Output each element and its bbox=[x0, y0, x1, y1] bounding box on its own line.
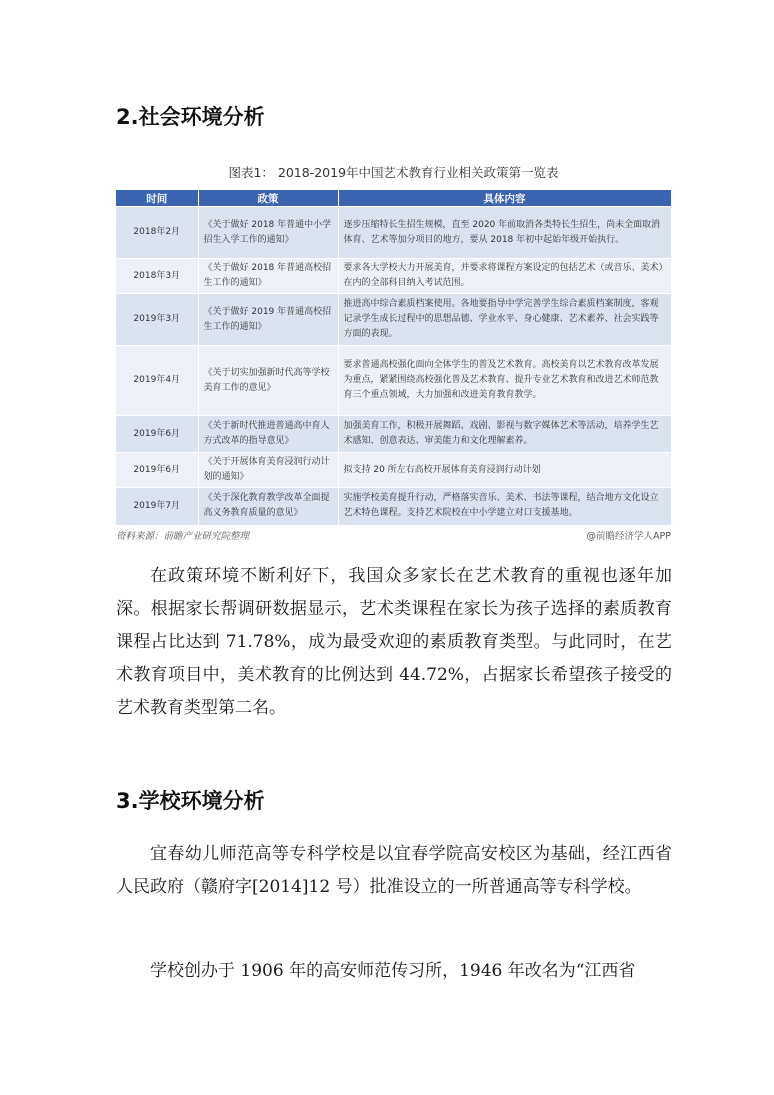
row-content: 要求普通高校强化面向全体学生的普及艺术教育。高校美育以艺术教育改革发展为重点，紧紧围绕高校强化普及艺术教育、提升专业艺术教育和改进艺术师范教育三个重点领域，大力加强和改进美育教育教学。 bbox=[338, 346, 671, 416]
table-row bbox=[116, 453, 671, 488]
table-row bbox=[116, 488, 671, 525]
figure-title: 图表1： 2018-2019年中国艺术教育行业相关政策第一览表 bbox=[228, 165, 559, 180]
table-row bbox=[116, 346, 671, 416]
row-time: 2019年6月 bbox=[116, 453, 198, 488]
paragraph-parent-attention: 在政策环境不断利好下，我国众多家长在艺术教育的重视也逐年加深。根据家长帮调研数据显示，艺术类课程在家长为孩子选择的素质教育课程占比达到 71.78%，成为最受欢迎的素质教育类型。与此同时，在艺术教育项目中，美术教育的比例达到 44.72%，占据家长希望孩子接受的艺术教育类型第二名。 bbox=[116, 566, 672, 718]
column-header-content: 具体内容 bbox=[338, 190, 671, 207]
row-policy: 《关于做好 2019 年普通高校招生工作的通知》 bbox=[198, 294, 338, 346]
row-time: 2019年4月 bbox=[116, 346, 198, 416]
row-content: 实施学校美育提升行动，严格落实音乐、美术、书法等课程，结合地方文化设立艺术特色课程。支持艺术院校在中小学建立对口支援基地。 bbox=[338, 488, 671, 525]
figure-source: 资料来源：前瞻产业研究院整理 bbox=[116, 531, 250, 542]
paragraph-school-history: 学校创办于 1906 年的高安师范传习所，1946 年改名为“江西省 bbox=[150, 961, 636, 981]
row-time: 2019年7月 bbox=[116, 488, 198, 525]
row-time: 2018年3月 bbox=[116, 259, 198, 294]
row-content: 要求各大学校大力开展美育，并要求将课程方案设定的包括艺术（或音乐、美术）在内的全部科目纳入考试范围。 bbox=[338, 259, 671, 294]
table-row bbox=[116, 259, 671, 294]
row-policy: 《关于深化教育教学改革全面提高义务教育质量的意见》 bbox=[198, 488, 338, 525]
table-row bbox=[116, 294, 671, 346]
table-header-row bbox=[116, 190, 671, 207]
row-policy: 《关于切实加强新时代高等学校美育工作的意见》 bbox=[198, 346, 338, 416]
section-heading-social: 2.社会环境分析 bbox=[116, 105, 265, 129]
row-policy: 《关于做好 2018 年普通中小学招生入学工作的通知》 bbox=[198, 207, 338, 259]
section-heading-school: 3.学校环境分析 bbox=[116, 789, 265, 813]
row-time: 2018年2月 bbox=[116, 207, 198, 259]
row-content: 拟支持 20 所左右高校开展体育美育浸润行动计划 bbox=[338, 453, 671, 488]
column-header-time: 时间 bbox=[116, 190, 198, 207]
row-policy: 《关于做好 2018 年普通高校招生工作的通知》 bbox=[198, 259, 338, 294]
table-row bbox=[116, 207, 671, 259]
row-content: 逐步压缩特长生招生规模，直至 2020 年前取消各类特长生招生，尚未全面取消体育、艺术等加分项目的地方，要从 2018 年初中起始年级开始执行。 bbox=[338, 207, 671, 259]
row-time: 2019年6月 bbox=[116, 416, 198, 453]
row-time: 2019年3月 bbox=[116, 294, 198, 346]
policy-table bbox=[116, 190, 672, 525]
paragraph-school-intro: 宜春幼儿师范高等专科学校是以宜春学院高安校区为基础，经江西省人民政府（赣府字[2014]12 号）批准设立的一所普通高等专科学校。 bbox=[116, 844, 672, 897]
row-content: 推进高中综合素质档案使用。各地要指导中学完善学生综合素质档案制度，客观记录学生成长过程中的思想品德、学业水平、身心健康、艺术素养、社会实践等方面的表现。 bbox=[338, 294, 671, 346]
row-content: 加强美育工作，积极开展舞蹈、戏剧、影视与数字媒体艺术等活动，培养学生艺术感知、创意表达、审美能力和文化理解素养。 bbox=[338, 416, 671, 453]
table-row bbox=[116, 416, 671, 453]
figure-credit: @前瞻经济学人APP bbox=[586, 531, 671, 542]
row-policy: 《关于新时代推进普通高中育人方式改革的指导意见》 bbox=[198, 416, 338, 453]
column-header-policy: 政策 bbox=[198, 190, 338, 207]
row-policy: 《关于开展体育美育浸润行动计划的通知》 bbox=[198, 453, 338, 488]
